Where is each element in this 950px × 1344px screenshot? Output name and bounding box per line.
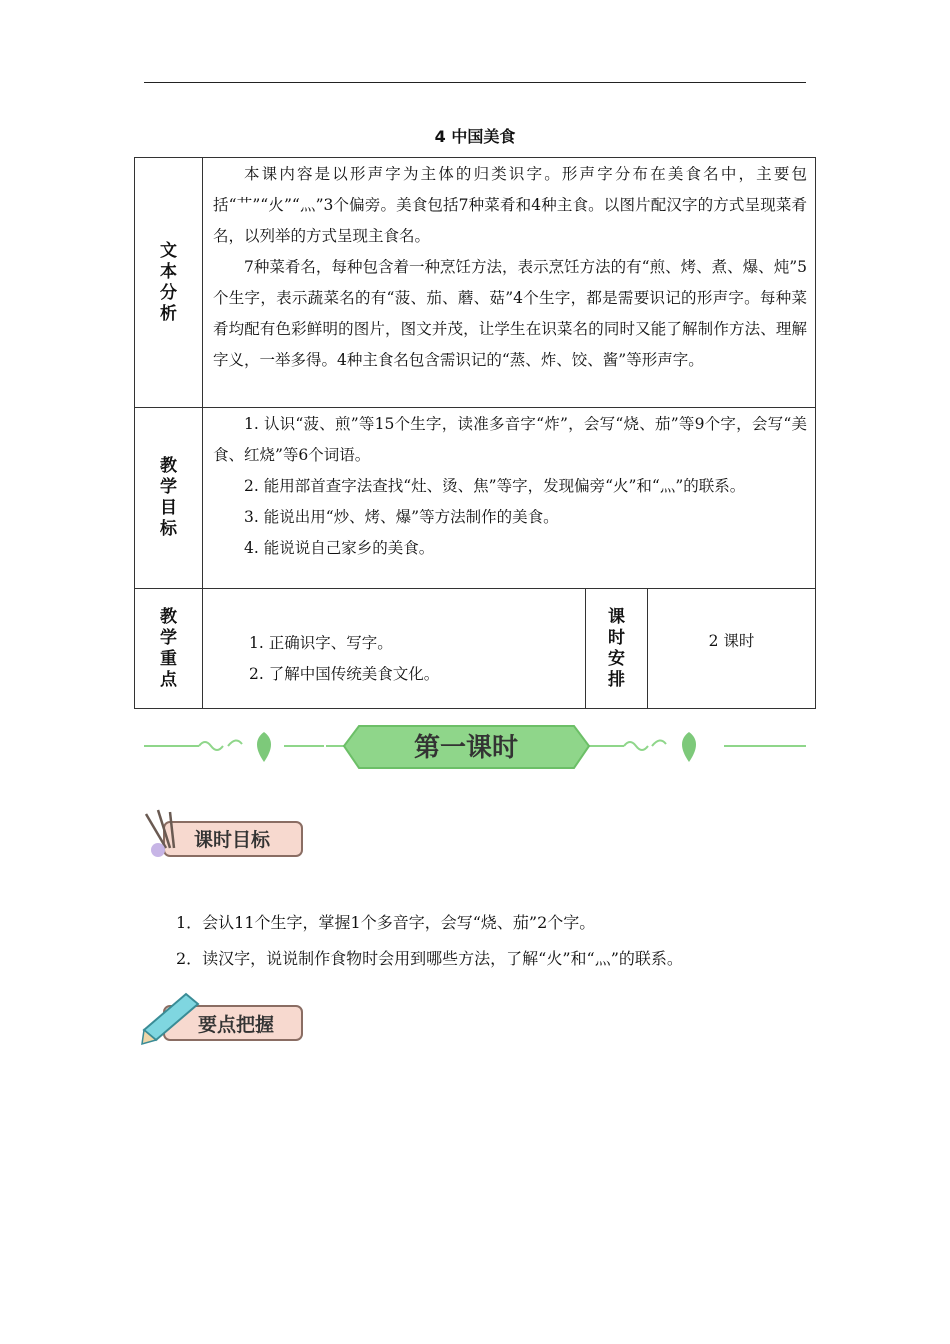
lesson-banner <box>144 722 806 772</box>
hours-label: 课时安排 <box>586 589 648 709</box>
keys-label: 教学重点 <box>135 589 203 709</box>
goal-item: 3. 能说出用“炒、烤、爆”等方法制作的美食。 <box>244 508 559 526</box>
goals-label: 教学目标 <box>135 408 203 589</box>
goal-item: 1. 认识“菠、煎”等15个生字，读准多音字“炸”，会写“烧、茄”等9个字，会写“美食、红烧”等6个词语。 <box>213 415 807 464</box>
analysis-row <box>135 158 816 408</box>
analysis-paragraph-1: 本课内容是以形声字为主体的归类识字。形声字分布在美食名中，主要包括“艹”“火”“灬”3个偏旁。美食包括7种菜肴和4种主食。以图片配汉字的方式呈现菜肴名，以列举的方式呈现主食名。 <box>213 165 807 245</box>
analysis-content <box>203 158 816 408</box>
section-tag-lesson-goals <box>140 808 310 866</box>
section-tag-label: 课时目标 <box>193 829 271 851</box>
flower-icon <box>151 843 165 857</box>
page-title: 4 中国美食 <box>434 127 516 146</box>
lesson-plan-table <box>134 157 816 709</box>
keys-row <box>135 589 816 709</box>
lesson-goal-item: 1．会认11个生字，掌握1个多音字，会写“烧、茄”2个字。 <box>176 913 596 932</box>
leaf-icon <box>682 732 696 762</box>
leaf-icon <box>257 732 271 762</box>
goals-row <box>135 408 816 589</box>
banner-title: 第一课时 <box>413 733 519 763</box>
lesson-goals-list <box>176 905 683 977</box>
hours-value: 2 课时 <box>648 589 816 709</box>
goal-item: 4. 能说说自己家乡的美食。 <box>244 539 435 557</box>
analysis-label: 文本分析 <box>135 158 203 408</box>
key-item: 1. 正确识字、写字。 <box>249 633 393 652</box>
analysis-paragraph-2: 7种菜肴名，每种包含着一种烹饪方法，表示烹饪方法的有“煎、烤、煮、爆、炖”5个生字，表示蔬菜名的有“菠、茄、蘑、菇”4个生字，都是需要识记的形声字。每种菜肴均配有色彩鲜明的图片，图文并茂，让学生在识菜名的同时又能了解制作方法、理解字义，一举多得。4种主食名包含需识记的“蒸、炸、饺、酱”等形声字。 <box>213 258 807 369</box>
lesson-goal-item: 2．读汉字，说说制作食物时会用到哪些方法，了解“火”和“灬”的联系。 <box>176 949 683 968</box>
section-tag-key-points <box>140 990 310 1048</box>
goal-item: 2. 能用部首查字法查找“灶、烫、焦”等字，发现偏旁“火”和“灬”的联系。 <box>244 477 746 495</box>
key-item: 2. 了解中国传统美食文化。 <box>249 664 440 683</box>
header-rule <box>144 82 806 83</box>
goals-content <box>203 408 816 589</box>
section-tag-label: 要点把握 <box>197 1014 275 1036</box>
keys-content <box>203 589 586 709</box>
